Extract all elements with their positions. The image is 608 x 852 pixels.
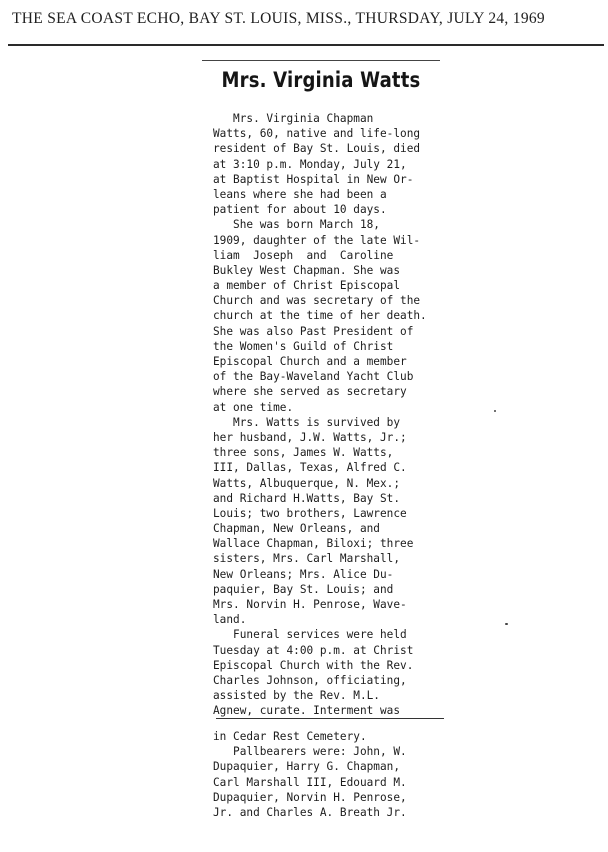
article-line: Mrs. Watts is survived by xyxy=(213,415,401,429)
masthead: THE SEA COAST ECHO, BAY ST. LOUIS, MISS., THURSDAY, JULY 24, 1969 xyxy=(12,10,545,27)
article-line: at 3:10 p.m. Monday, July 21, xyxy=(213,157,407,171)
article-line: in Cedar Rest Cemetery. xyxy=(213,730,367,743)
article-line: Louis; two brothers, Lawrence xyxy=(213,506,407,520)
article-line: Wallace Chapman, Biloxi; three xyxy=(213,537,414,551)
masthead-rule xyxy=(8,44,604,46)
article-line: Agnew, curate. Interment was xyxy=(213,704,401,718)
article-line: Chapman, New Orleans, and xyxy=(213,522,380,536)
article-line: at one time. xyxy=(213,400,294,414)
article-line: assisted by the Rev. M.L. xyxy=(213,689,380,703)
article-line: church at the time of her death. xyxy=(213,309,427,323)
headline-rule xyxy=(202,60,440,61)
scan-speck xyxy=(505,623,508,625)
article-line: Church and was secretary of the xyxy=(213,294,421,308)
article-line: She was born March 18, xyxy=(213,218,380,232)
column-cut-rule xyxy=(216,718,444,719)
article-line: Carl Marshall III, Edouard M. xyxy=(213,775,407,789)
article-line: Jr. and Charles A. Breath Jr. xyxy=(213,805,407,819)
article-line: Pallbearers were: John, W. xyxy=(213,745,407,759)
article-line: leans where she had been a xyxy=(213,187,387,201)
article-line: Charles Johnson, officiating, xyxy=(213,673,407,687)
article-line: land. xyxy=(213,613,247,627)
article-line: Dupaquier, Harry G. Chapman, xyxy=(213,760,401,774)
scan-speck xyxy=(494,410,496,412)
article-line: three sons, James W. Watts, xyxy=(213,446,394,460)
article-line: Watts, Albuquerque, N. Mex.; xyxy=(213,476,401,490)
article-line: Funeral services were held xyxy=(213,628,407,642)
article-line: where she served as secretary xyxy=(213,385,407,399)
article-line: the Women's Guild of Christ xyxy=(213,339,394,353)
article-line: III, Dallas, Texas, Alfred C. xyxy=(213,461,407,475)
article-line: her husband, J.W. Watts, Jr.; xyxy=(213,430,407,444)
article-line: Tuesday at 4:00 p.m. at Christ xyxy=(213,643,414,657)
article-line: at Baptist Hospital in New Or- xyxy=(213,172,414,186)
article-line: 1909, daughter of the late Wil- xyxy=(213,233,421,247)
article-line: sisters, Mrs. Carl Marshall, xyxy=(213,552,401,566)
article-line: Episcopal Church with the Rev. xyxy=(213,658,414,672)
article-line: Dupaquier, Norvin H. Penrose, xyxy=(213,790,407,804)
article-line: paquier, Bay St. Louis; and xyxy=(213,582,394,596)
obituary-headline: Mrs. Virginia Watts xyxy=(221,68,421,92)
article-body-part1 xyxy=(213,111,431,719)
article-line: patient for about 10 days. xyxy=(213,203,387,217)
article-line: Mrs. Norvin H. Penrose, Wave- xyxy=(213,598,407,611)
article-line: of the Bay-Waveland Yacht Club xyxy=(213,370,414,384)
article-line: and Richard H.Watts, Bay St. xyxy=(213,491,401,505)
article-line: liam Joseph and Caroline xyxy=(213,248,394,262)
article-line: Watts, 60, native and life-long xyxy=(213,127,421,141)
article-line: a member of Christ Episcopal xyxy=(213,279,401,293)
article-line: Episcopal Church and a member xyxy=(213,355,407,368)
article-line: Bukley West Chapman. She was xyxy=(213,263,401,277)
article-body-part2 xyxy=(213,729,431,820)
article-line: She was also Past President of xyxy=(213,324,414,338)
article-line: New Orleans; Mrs. Alice Du- xyxy=(213,567,394,581)
article-line: Mrs. Virginia Chapman xyxy=(213,112,374,125)
article-line: resident of Bay St. Louis, died xyxy=(213,142,421,156)
